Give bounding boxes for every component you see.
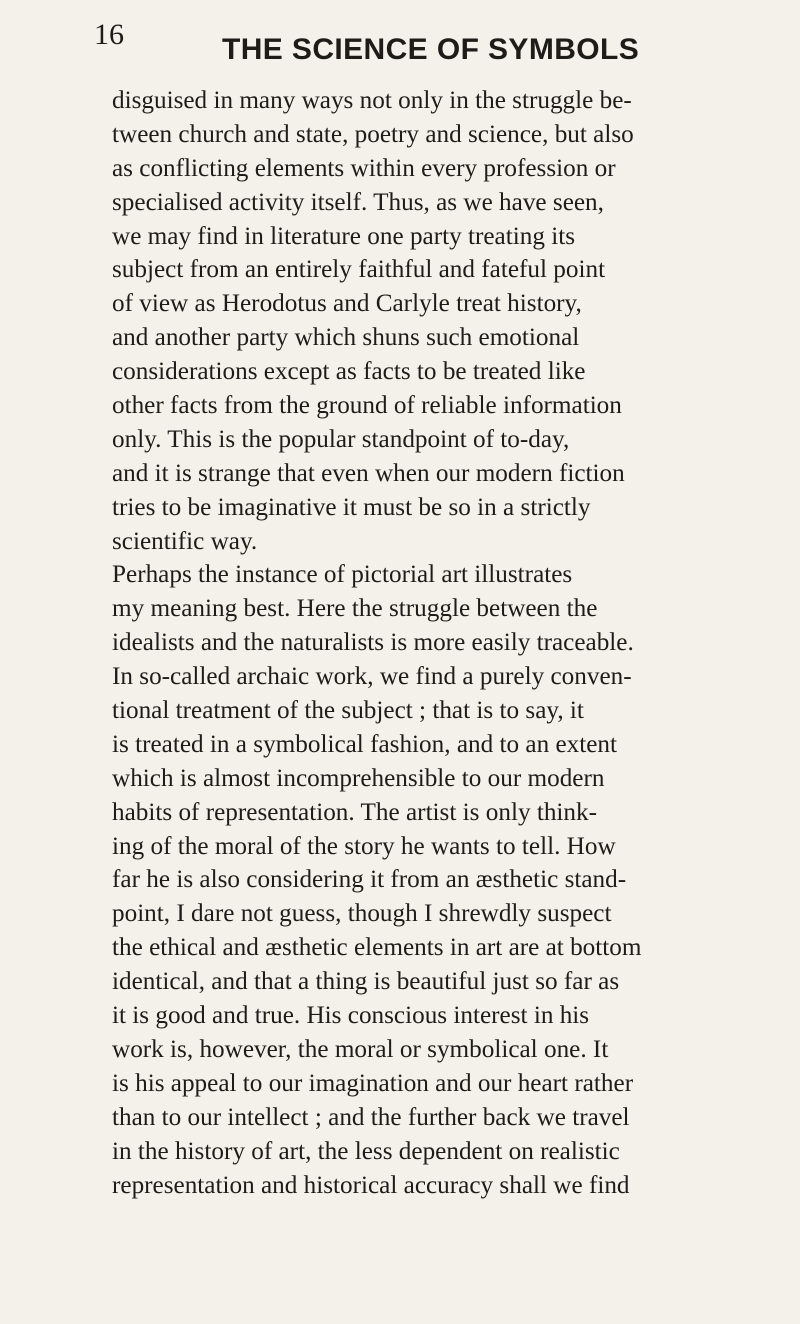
text-line: which is almost incomprehensible to our modern: [112, 764, 605, 792]
text-line: habits of representation. The artist is only think-: [112, 798, 597, 826]
text-line: idealists and the naturalists is more easily traceable.: [112, 629, 634, 657]
text-line: of view as Herodotus and Carlyle treat history,: [112, 290, 582, 318]
body-text: [112, 84, 798, 1202]
text-line: the ethical and æsthetic elements in art are at bottom: [112, 934, 642, 962]
page-number: 16: [94, 18, 124, 51]
text-line: point, I dare not guess, though I shrewdly suspect: [112, 900, 612, 928]
text-line: it is good and true. His conscious interest in his: [112, 1002, 590, 1030]
text-line: other facts from the ground of reliable information: [112, 392, 622, 420]
text-line: only. This is the popular standpoint of to-day,: [112, 425, 570, 453]
text-line: tween church and state, poetry and science, but also: [112, 120, 634, 148]
text-line: work is, however, the moral or symbolical one. It: [112, 1035, 609, 1063]
text-line: than to our intellect ; and the further back we travel: [112, 1103, 630, 1131]
text-line: far he is also considering it from an æsthetic stand-: [112, 866, 627, 894]
text-line: we may find in literature one party treating its: [112, 222, 576, 250]
text-line: in the history of art, the less dependent on realistic: [112, 1137, 620, 1165]
text-line: representation and historical accuracy shall we find: [112, 1171, 630, 1199]
text-line: is his appeal to our imagination and our heart rather: [112, 1069, 634, 1097]
text-line: tries to be imaginative it must be so in a strictly: [112, 493, 591, 521]
text-line: ing of the moral of the story he wants to tell. How: [112, 832, 616, 860]
running-head-title: THE SCIENCE OF SYMBOLS: [222, 33, 640, 66]
text-line: considerations except as facts to be treated like: [112, 358, 586, 386]
text-line: tional treatment of the subject ; that is to say, it: [112, 697, 584, 725]
paragraph-start-line: Perhaps the instance of pictorial art illustrates: [112, 561, 573, 589]
text-line: is treated in a symbolical fashion, and to an extent: [112, 730, 618, 758]
text-line: scientific way.: [112, 527, 258, 555]
text-line: and another party which shuns such emotional: [112, 324, 580, 352]
text-line: specialised activity itself. Thus, as we have seen,: [112, 188, 604, 216]
text-line: as conflicting elements within every profession or: [112, 154, 616, 182]
text-line: In so-called archaic work, we find a purely conven-: [112, 663, 632, 691]
text-line: identical, and that a thing is beautiful just so far as: [112, 968, 620, 996]
text-line: disguised in many ways not only in the struggle be-: [112, 87, 632, 114]
text-line: my meaning best. Here the struggle between the: [112, 595, 598, 623]
text-line: and it is strange that even when our modern fiction: [112, 459, 625, 487]
text-line: subject from an entirely faithful and fateful point: [112, 256, 606, 284]
